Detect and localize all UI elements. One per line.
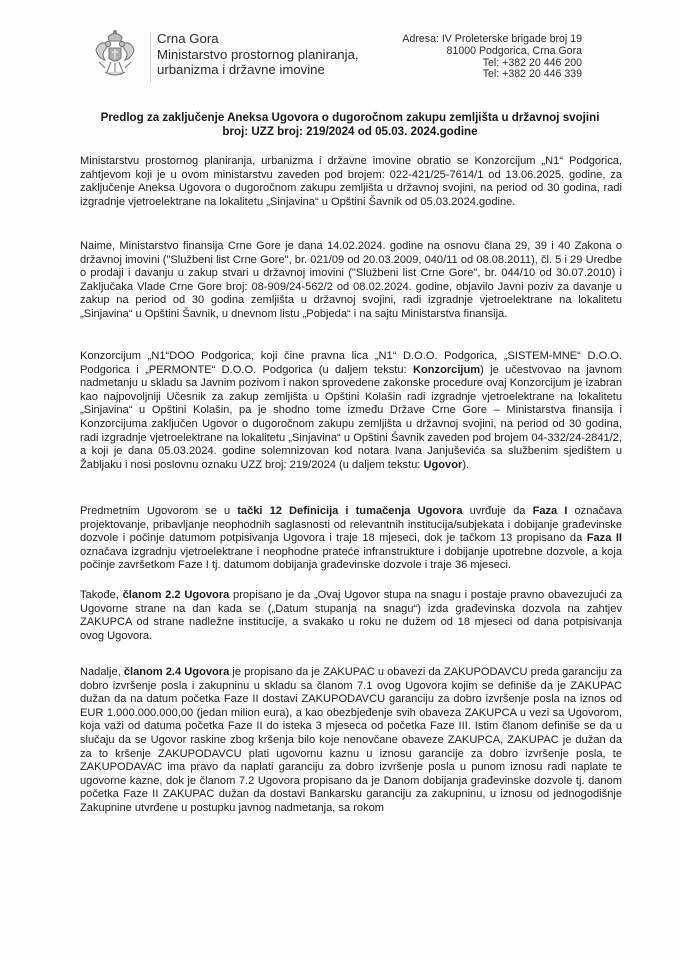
paragraph-text <box>80 505 622 573</box>
ministry-line-1: Ministarstvo prostornog planiranja, <box>157 46 359 62</box>
term-faza-2: Faza II <box>586 532 622 545</box>
paragraph-text <box>80 589 622 643</box>
text-run: Nadalje, <box>80 666 124 678</box>
term-faza-1: Faza I <box>532 505 568 517</box>
term-ugovor: Ugovor <box>423 458 463 471</box>
text-run: propisano je da „Ovaj Ugovor stupa na snagu i postaje pravno obavezujući za Ugovorne strane na dan kada se („Datum stupanja na snagu“) izda građevinska dozvola na zahtjev ZAKUPCA od strane nadležne institucije, a svakako u roku ne dužem od 18 mjeseci od dana potpisivanja ovog Ugovora. <box>80 589 622 642</box>
text-run: ). <box>462 458 470 471</box>
term-clan-2-4: članom 2.4 Ugovora <box>123 666 230 678</box>
term-clan-2-2: članom 2.2 Ugovora <box>122 589 230 601</box>
coat-of-arms-icon <box>93 28 137 80</box>
paragraph-public-call <box>80 240 622 322</box>
ministry-name <box>157 31 359 78</box>
paragraph-text: Naime, Ministarstvo finansija Crne Gore je dana 14.02.2024. godine na osnovu člana 29, 39 i 40 Zakona o državnoj imovini ("Službeni list Crne Gore", br. 021/09 od 20.03.2009, 040/11 od 08.08.2011), čl. 5 i 29 Uredbe o prodaji i davanju u zakup stvari u državnoj imovini ("Službeni list Crne Gore", br. 044/10 od 30.07.2010) i Zaključaka Vlade Crne Gore broj: 08-909/24-562/2 od 08.02.2024. godine, objavilo Javni poziv za davanje u zakup na period od 30 godina zemljišta u državnoj svojini, radi izgradnje vjetroelektrane na lokalitetu „Sinjavina“ u Opštini Šavnik, u dnevnom listu „Pobjeda“ i na sajtu Ministarstva finansija. <box>80 240 622 320</box>
text-run: Predmetnim Ugovorom se u <box>80 505 238 517</box>
text-run: označava izgradnju vjetroelektrane i neophodne prateće infranstrukture i dobijanje upotrebne dozvole, a koja počinje završetkom Faze I tj. datumom dobijanja građevinske dozvole i traje 36 mjeseci. <box>80 545 622 572</box>
paragraph-consortium <box>80 350 622 472</box>
address-city: 81000 Podgorica, Crna Gora <box>446 44 582 57</box>
header-divider <box>150 32 151 82</box>
phone-2: Tel: +382 20 446 339 <box>482 68 582 81</box>
phone-1: Tel: +382 20 446 200 <box>482 56 582 69</box>
country-name: Crna Gora <box>157 31 219 46</box>
document-title <box>70 111 630 138</box>
text-run: uvrđuje da <box>462 505 533 517</box>
paragraph-article-2-4 <box>80 666 622 816</box>
text-run: je propisano da je ZAKUPAC u obavezi da ZAKUPODAVCU preda garanciju za dobro izvršenje posla i zakupninu u skladu sa članom 7.1 ovog Ugovora kojim se definiše da je ZAKUPAC dužan da na datum početka Faze II dostavi ZAKUPODAVCU garanciju za dobro izvršenje posla na iznos od EUR 1.000.000.000,00 (jedan milion eura), a kao obezbjeđenje svih obaveza ZAKUPCA u vezi sa Ugovorom, koja važi od datuma početka Faze II do isteka 3 mjeseca od početka Faze III. Istim članom definiše se da u slučaju da se Ugovor raskine zbog kršenja bilo koje nenovčane obaveze ZAKUPCA, ZAKUPAC je dužan da za to kršenje ZAKUPODAVCU plati ugovornu kaznu u iznosu garancije za dobro izvršenje posla, te ZAKUPODAVAC ima pravo da naplati garanciju za dobro izvršenje posla u punom iznosu radi naplate te ugovorne kazne, dok je članom 7.2 Ugovora propisano da je Danom dobijanja građevinske dozvole tj. danom početka Faze II ZAKUPAC dužan da dostavi Bankarsku garanciju za zakupninu, u iznosu od jednogodišnje Zakupnine utvrđene u postupku javnog nadmetanja, sa rokom <box>80 666 622 814</box>
text-run: Konzorcijum „N1“DOO Podgorica, koji čine pravna lica „N1“ D.O.O. Podgorica, „SISTEM-MNE“ D.O.O. Podgorica i „PERMONTE“ D.O.O. Podgorica (u daljem tekstu: <box>80 350 622 376</box>
paragraph-text: Ministarstvu prostornog planiranja, urbanizma i državne imovine obratio se Konzorcijum „N1“ Podgorica, zahtjevom koji je u ovom ministarstvu zaveden pod brojem: 022-421/25-7614/1 od 13.06.2025. godine, za zaključenje Aneksa Ugovora o dugoročnom zakupu zemljišta u državnoj svojini, na period od 30 godina, radi izgradnje vjetroelektrane na lokalitetu „Sinjavina“ u Opštini Šavnik od 05.03.2024.godine. <box>80 155 622 208</box>
text-run: označava projektovanje, pribavljanje neophodnih saglasnosti od relevantnih institucija/subjekata i dobijanje građevinske dozvole i počinje datumom potpisivanja Ugovora i traje 18 mjeseci, dok je tačkom 13 propisano da <box>80 505 622 545</box>
letterhead <box>90 28 630 88</box>
ministry-line-2: urbanizma i državne imovine <box>157 62 325 77</box>
term-konzorcijum: Konzorcijum <box>412 363 481 376</box>
text-run: ) je učestvovao na javnom nadmetanju u skladu sa Javnim pozivom i nakon sprovedene zakonske procedure ovaj Konzorcijum je izabran kao najpovoljniji Učesnik za zakup zemljišta u Opštini Kolašin radi izgradnje vjetroelektrane na lokalitetu „Sinjavina“ u Opštini Kolašin, pa je shodno tome između Države Crne Gore – Ministarstva finansija i Konzorcijuma zaključen Ugovor o dugoročnom zakupu zemljišta u državnoj svojini, na period od 30 godina, radi izgradnje vjetroelektrane na lokalitetu „Sinjavina“ u Opštini Šavnik zaveden pod brojem 04-332/24-2841/2, a koji je dana 05.03.2024. godine solemnizovan kod notara Ivana Janjuševića sa službenim sjedištem u Žabljaku i nosi poslovnu oznaku UZZ broj: 219/2024 (u daljem tekstu: <box>80 363 622 471</box>
text-run: Takođe, <box>80 589 123 601</box>
paragraph-article-2-2 <box>80 589 622 643</box>
paragraph-text <box>80 350 622 472</box>
contact-address <box>402 34 582 81</box>
address-street: Adresa: IV Proleterske brigade broj 19 <box>402 33 582 45</box>
paragraph-text <box>80 666 622 816</box>
paragraph-request <box>80 155 622 209</box>
paragraph-phases <box>80 505 622 573</box>
title-line-1: Predlog za zaključenje Aneksa Ugovora o dugoročnom zakupu zemljišta u državnoj svojini <box>100 111 600 124</box>
title-line-2: broj: UZZ broj: 219/2024 od 05.03. 2024.godine <box>222 124 478 138</box>
term-tacka-12: tački 12 Definicija i tumačenja Ugovora <box>237 505 463 517</box>
